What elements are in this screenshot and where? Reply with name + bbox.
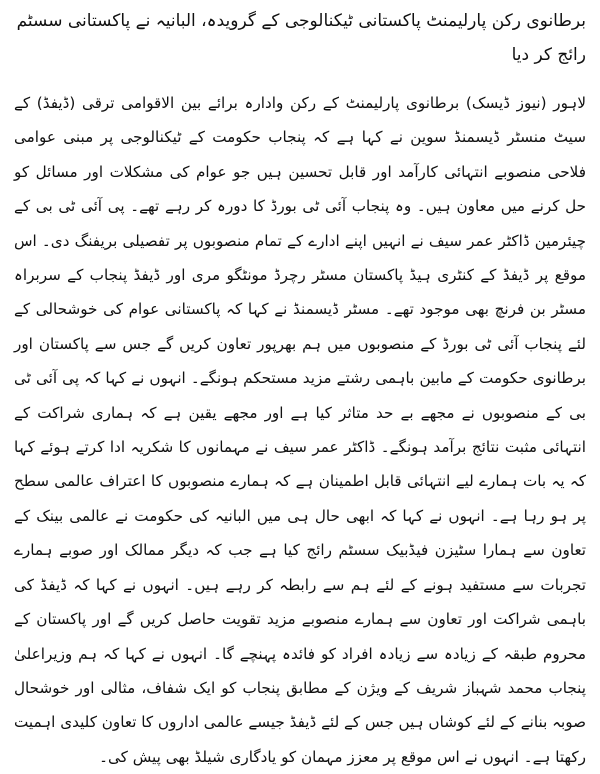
article-body: لاہور (نیوز ڈیسک) برطانوی پارلیمنٹ کے رکن وادارہ برائے بین الاقوامی ترقی (ڈیفڈ) کے سیٹ منسٹر ڈیسمنڈ سوین نے کہا ہے کہ پنجاب حکومت کے ٹیکنالوجی پر مبنی عوامی فلاحی منصوبے انتہائی کارآمد اور قابل تحسین ہیں جو عوام کی مشکلات اور مسائل کو حل کرنے میں معاون ہیں۔ وہ پنجاب آئی ٹی بورڈ کا دورہ کر رہے تھے۔ پی آئی ٹی بی کے چیئرمین ڈاکٹر عمر سیف نے انہیں اپنے ادارے کے تمام منصوبوں پر تفصیلی بریفنگ دی۔ اس موقع پر ڈیفڈ کے کنٹری ہیڈ پاکستان مسٹر رچرڈ مونٹگو مری اور ڈیفڈ پنجاب کے سربراہ مسٹر بن فرنچ بھی موجود تھے۔ مسٹر ڈیسمنڈ نے کہا کہ پاکستانی عوام کی خوشحالی کے لئے پنجاب آئی ٹی بورڈ کے منصوبوں میں ہم بھرپور تعاون کریں گے جس سے پاکستان اور برطانوی حکومت کے مابین باہمی رشتے مزید مستحکم ہونگے۔ انہوں نے کہا کہ پی آئی ٹی بی کے منصوبوں نے مجھے بے حد متاثر کیا ہے اور مجھے یقین ہے کہ ہماری شراکت کے انتہائی مثبت نتائج برآمد ہونگے۔ ڈاکٹر عمر سیف نے مہمانوں کا شکریہ ادا کرتے ہوئے کہا کہ یہ بات ہمارے لیے انتہائی قابل اطمینان ہے کہ ہمارے منصوبوں کا اعتراف عالمی سطح پر ہو رہا ہے۔ انہوں نے کہا کہ ابھی حال ہی میں البانیہ کی حکومت نے عالمی بینک کے تعاون سے ہمارا سٹیزن فیڈبیک سسٹم رائج کیا ہے جب کہ دیگر ممالک اور صوبے ہمارے تجربات سے مستفید ہونے کے لئے ہم سے رابطہ کر رہے ہیں۔ انہوں نے کہا کہ ڈیفڈ کی باہمی شراکت اور تعاون سے ہمارے منصوبے مزید تقویت حاصل کریں گے اور پاکستان کے محروم طبقہ کے زیادہ سے زیادہ افراد کو فائدہ پہنچے گا۔ انہوں نے کہا کہ ہم وزیراعلیٰ پنجاب محمد شہباز شریف کے ویژن کے مطابق پنجاب کو ایک شفاف، مثالی اور خوشحال صوبہ بنانے کے لئے کوشاں ہیں جس کے لئے ڈیفڈ جیسے عالمی اداروں کا تعاون کلیدی اہمیت رکھتا ہے۔ انہوں نے اس موقع پر معزز مہمان کو یادگاری شیلڈ بھی پیش کی۔: [14, 94, 586, 766]
news-article: [14, 4, 586, 774]
article-headline: برطانوی رکن پارلیمنٹ پاکستانی ٹیکنالوجی کے گرویدہ، البانیہ نے پاکستانی سسٹم رائج کر دیا: [16, 11, 586, 65]
